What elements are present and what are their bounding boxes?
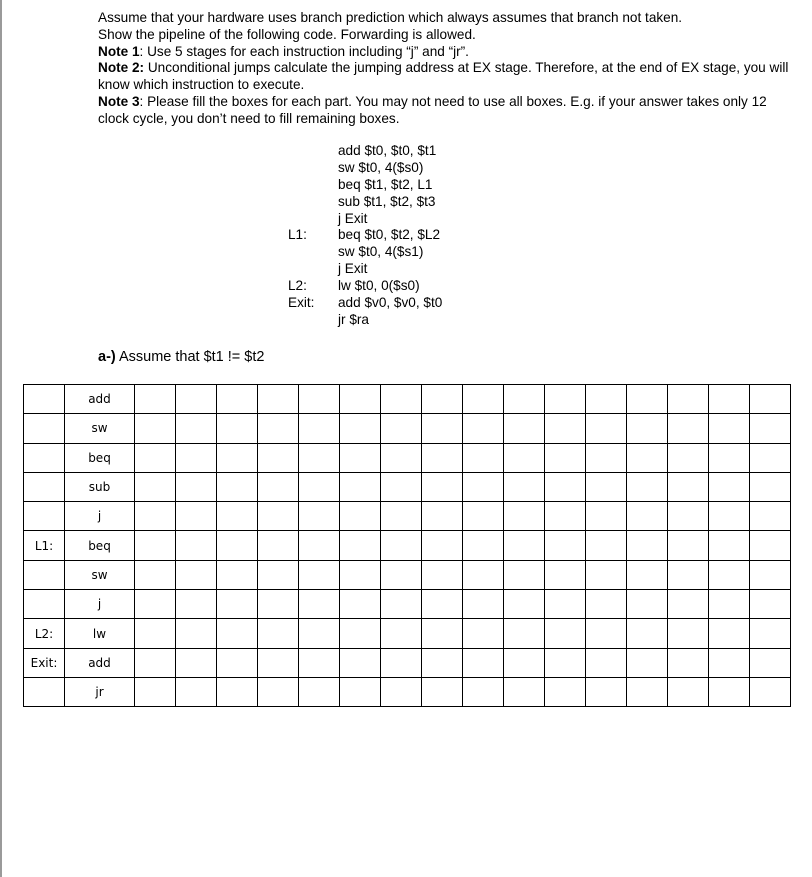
code-line — [288, 261, 442, 278]
cycle-cell[interactable] — [627, 414, 668, 443]
cycle-cell[interactable] — [627, 531, 668, 560]
cycle-cell[interactable] — [545, 502, 586, 531]
pipeline-table — [23, 384, 791, 707]
code-text: j Exit — [338, 261, 368, 277]
cycle-cell[interactable] — [750, 677, 791, 706]
cycle-cell[interactable] — [299, 531, 340, 560]
note-1 — [98, 44, 798, 61]
cycle-cell[interactable] — [340, 414, 381, 443]
cycle-cell[interactable] — [299, 385, 340, 414]
cycle-cell[interactable] — [586, 560, 627, 589]
instruction-line-2: Show the pipeline of the following code. Forwarding is allowed. — [98, 26, 476, 42]
cycle-cell[interactable] — [381, 385, 422, 414]
cycle-cell[interactable] — [545, 385, 586, 414]
cycle-cell[interactable] — [750, 531, 791, 560]
cycle-cell[interactable] — [258, 560, 299, 589]
cycle-cell[interactable] — [668, 531, 709, 560]
cycle-cell[interactable] — [381, 443, 422, 472]
cycle-cell[interactable] — [750, 472, 791, 501]
cycle-cell[interactable] — [668, 648, 709, 677]
cycle-cell[interactable] — [381, 502, 422, 531]
cycle-cell[interactable] — [299, 443, 340, 472]
cycle-cell[interactable] — [709, 472, 750, 501]
cycle-cell[interactable] — [217, 472, 258, 501]
part-a-text: Assume that $t1 != $t2 — [115, 349, 265, 365]
cycle-cell[interactable] — [545, 590, 586, 619]
cycle-cell[interactable] — [381, 590, 422, 619]
table-row — [24, 414, 791, 443]
cycle-cell[interactable] — [627, 648, 668, 677]
cycle-cell[interactable] — [135, 385, 176, 414]
table-row — [24, 472, 791, 501]
cycle-cell[interactable] — [422, 560, 463, 589]
note-2 — [98, 60, 798, 94]
code-text: sw $t0, 4($s0) — [338, 159, 424, 175]
cycle-cell[interactable] — [258, 619, 299, 648]
note-3-text: : Please fill the boxes for each part. You may not need to use all boxes. E.g. if your answer takes only 12 clock cycle, you don’t need to fill remaining boxes. — [98, 93, 767, 126]
cycle-cell[interactable] — [586, 472, 627, 501]
cycle-cell[interactable] — [709, 560, 750, 589]
cycle-cell[interactable] — [422, 385, 463, 414]
row-label-cell — [24, 443, 65, 472]
cycle-cell[interactable] — [627, 502, 668, 531]
code-text: beq $t0, $t2, $L2 — [338, 227, 441, 243]
cycle-cell[interactable] — [381, 560, 422, 589]
cycle-cell[interactable] — [217, 619, 258, 648]
code-line — [288, 143, 442, 160]
cycle-cell[interactable] — [176, 677, 217, 706]
table-row — [24, 502, 791, 531]
code-label: L2: — [288, 278, 307, 294]
cycle-cell[interactable] — [463, 590, 504, 619]
cycle-cell[interactable] — [340, 531, 381, 560]
cycle-cell[interactable] — [545, 472, 586, 501]
cycle-cell[interactable] — [668, 677, 709, 706]
cycle-cell[interactable] — [545, 677, 586, 706]
cycle-cell[interactable] — [627, 619, 668, 648]
cycle-cell[interactable] — [668, 443, 709, 472]
cycle-cell[interactable] — [668, 385, 709, 414]
cycle-cell[interactable] — [586, 619, 627, 648]
code-label: L1: — [288, 227, 307, 243]
cycle-cell[interactable] — [176, 590, 217, 619]
cycle-cell[interactable] — [709, 619, 750, 648]
row-label-cell: L2: — [24, 619, 65, 648]
cycle-cell[interactable] — [340, 590, 381, 619]
cycle-cell[interactable] — [381, 414, 422, 443]
cycle-cell[interactable] — [258, 648, 299, 677]
instruction-cell: sw — [65, 414, 135, 443]
cycle-cell[interactable] — [176, 531, 217, 560]
cycle-cell[interactable] — [668, 502, 709, 531]
cycle-cell[interactable] — [586, 677, 627, 706]
cycle-cell[interactable] — [586, 590, 627, 619]
cycle-cell[interactable] — [258, 472, 299, 501]
code-text: j Exit — [338, 210, 368, 226]
cycle-cell[interactable] — [463, 677, 504, 706]
cycle-cell[interactable] — [258, 590, 299, 619]
cycle-cell[interactable] — [750, 619, 791, 648]
cycle-cell[interactable] — [709, 531, 750, 560]
cycle-cell[interactable] — [340, 677, 381, 706]
cycle-cell[interactable] — [176, 648, 217, 677]
cycle-cell[interactable] — [258, 531, 299, 560]
instruction-cell: beq — [65, 443, 135, 472]
cycle-cell[interactable] — [709, 443, 750, 472]
code-line — [288, 227, 442, 244]
code-label: Exit: — [288, 295, 315, 311]
cycle-cell[interactable] — [135, 502, 176, 531]
instruction-cell: sub — [65, 472, 135, 501]
cycle-cell[interactable] — [422, 648, 463, 677]
cycle-cell[interactable] — [217, 414, 258, 443]
cycle-cell[interactable] — [750, 590, 791, 619]
cycle-cell[interactable] — [422, 590, 463, 619]
cycle-cell[interactable] — [381, 648, 422, 677]
table-row — [24, 590, 791, 619]
cycle-cell[interactable] — [422, 443, 463, 472]
cycle-cell[interactable] — [504, 677, 545, 706]
cycle-cell[interactable] — [463, 414, 504, 443]
cycle-cell[interactable] — [258, 502, 299, 531]
code-label — [288, 194, 338, 211]
cycle-cell[interactable] — [340, 560, 381, 589]
cycle-cell[interactable] — [463, 560, 504, 589]
cycle-cell[interactable] — [750, 502, 791, 531]
note-1-text: : Use 5 stages for each instruction including “j” and “jr”. — [139, 43, 469, 59]
table-row — [24, 443, 791, 472]
code-line — [288, 160, 442, 177]
code-line — [288, 244, 442, 261]
code-label — [288, 211, 338, 228]
table-row — [24, 560, 791, 589]
cycle-cell[interactable] — [463, 443, 504, 472]
code-label — [288, 244, 338, 261]
note-2-label: Note 2: — [98, 60, 145, 76]
cycle-cell[interactable] — [545, 560, 586, 589]
cycle-cell[interactable] — [340, 472, 381, 501]
cycle-cell[interactable] — [135, 414, 176, 443]
cycle-cell[interactable] — [135, 472, 176, 501]
cycle-cell[interactable] — [299, 648, 340, 677]
row-label-cell — [24, 385, 65, 414]
instructions-block — [98, 10, 798, 128]
cycle-cell[interactable] — [709, 385, 750, 414]
cycle-cell[interactable] — [422, 531, 463, 560]
cycle-cell[interactable] — [750, 560, 791, 589]
note-2-text: Unconditional jumps calculate the jumping address at EX stage. Therefore, at the end of EX stage, you will know which instruction to execute. — [98, 60, 789, 93]
cycle-cell[interactable] — [504, 414, 545, 443]
cycle-cell[interactable] — [750, 648, 791, 677]
cycle-cell[interactable] — [176, 443, 217, 472]
cycle-cell[interactable] — [176, 414, 217, 443]
row-label-cell — [24, 677, 65, 706]
cycle-cell[interactable] — [504, 590, 545, 619]
code-line — [288, 194, 442, 211]
cycle-cell[interactable] — [709, 414, 750, 443]
cycle-cell[interactable] — [750, 414, 791, 443]
instruction-cell: sw — [65, 560, 135, 589]
instruction-cell: j — [65, 502, 135, 531]
cycle-cell[interactable] — [586, 648, 627, 677]
cycle-cell[interactable] — [504, 560, 545, 589]
instruction-line-1: Assume that your hardware uses branch prediction which always assumes that branch not taken. — [98, 10, 683, 25]
cycle-cell[interactable] — [709, 677, 750, 706]
cycle-cell[interactable] — [709, 590, 750, 619]
cycle-cell[interactable] — [258, 385, 299, 414]
cycle-cell[interactable] — [217, 560, 258, 589]
cycle-cell[interactable] — [709, 502, 750, 531]
table-row — [24, 385, 791, 414]
cycle-cell[interactable] — [463, 648, 504, 677]
cycle-cell[interactable] — [422, 472, 463, 501]
code-text: lw $t0, 0($s0) — [338, 278, 420, 294]
cycle-cell[interactable] — [668, 414, 709, 443]
cycle-cell[interactable] — [422, 414, 463, 443]
cycle-cell[interactable] — [545, 414, 586, 443]
row-label-cell — [24, 502, 65, 531]
cycle-cell[interactable] — [217, 677, 258, 706]
cycle-cell[interactable] — [135, 531, 176, 560]
code-text: beq $t1, $t2, L1 — [338, 176, 433, 192]
part-a-prefix: a-) — [98, 349, 116, 365]
cycle-cell[interactable] — [750, 443, 791, 472]
cycle-cell[interactable] — [299, 677, 340, 706]
cycle-cell[interactable] — [668, 560, 709, 589]
code-text: add $v0, $v0, $t0 — [338, 295, 443, 311]
cycle-cell[interactable] — [504, 619, 545, 648]
code-label — [288, 261, 338, 278]
cycle-cell[interactable] — [668, 619, 709, 648]
code-line — [288, 177, 442, 194]
page-left-border — [0, 0, 2, 877]
code-line — [288, 312, 442, 329]
cycle-cell[interactable] — [504, 648, 545, 677]
cycle-cell[interactable] — [463, 472, 504, 501]
cycle-cell[interactable] — [627, 590, 668, 619]
cycle-cell[interactable] — [545, 531, 586, 560]
cycle-cell[interactable] — [627, 385, 668, 414]
cycle-cell[interactable] — [504, 472, 545, 501]
cycle-cell[interactable] — [299, 472, 340, 501]
instruction-cell: jr — [65, 677, 135, 706]
cycle-cell[interactable] — [299, 590, 340, 619]
cycle-cell[interactable] — [299, 560, 340, 589]
cycle-cell[interactable] — [217, 443, 258, 472]
cycle-cell[interactable] — [668, 472, 709, 501]
code-label — [288, 177, 338, 194]
instruction-cell: add — [65, 648, 135, 677]
cycle-cell[interactable] — [217, 590, 258, 619]
code-label — [288, 312, 338, 329]
cycle-cell[interactable] — [709, 648, 750, 677]
cycle-cell[interactable] — [627, 472, 668, 501]
instruction-cell: lw — [65, 619, 135, 648]
cycle-cell[interactable] — [586, 414, 627, 443]
code-text: sw $t0, 4($s1) — [338, 244, 424, 260]
table-row — [24, 677, 791, 706]
cycle-cell[interactable] — [299, 619, 340, 648]
cycle-cell[interactable] — [258, 443, 299, 472]
cycle-cell[interactable] — [340, 619, 381, 648]
cycle-cell[interactable] — [135, 619, 176, 648]
cycle-cell[interactable] — [217, 531, 258, 560]
table-row — [24, 531, 791, 560]
code-line — [288, 295, 442, 312]
table-row — [24, 648, 791, 677]
instruction-cell: add — [65, 385, 135, 414]
code-line — [288, 278, 442, 295]
cycle-cell[interactable] — [545, 648, 586, 677]
cycle-cell[interactable] — [627, 560, 668, 589]
cycle-cell[interactable] — [586, 443, 627, 472]
cycle-cell[interactable] — [422, 502, 463, 531]
note-3-label: Note 3 — [98, 93, 140, 109]
cycle-cell[interactable] — [504, 385, 545, 414]
code-line — [288, 211, 442, 228]
code-label — [288, 160, 338, 177]
cycle-cell[interactable] — [217, 648, 258, 677]
cycle-cell[interactable] — [504, 502, 545, 531]
cycle-cell[interactable] — [463, 531, 504, 560]
cycle-cell[interactable] — [463, 385, 504, 414]
cycle-cell[interactable] — [381, 677, 422, 706]
cycle-cell[interactable] — [381, 619, 422, 648]
cycle-cell[interactable] — [750, 385, 791, 414]
cycle-cell[interactable] — [627, 443, 668, 472]
cycle-cell[interactable] — [176, 472, 217, 501]
cycle-cell[interactable] — [299, 414, 340, 443]
row-label-cell — [24, 414, 65, 443]
cycle-cell[interactable] — [299, 502, 340, 531]
code-text: jr $ra — [338, 311, 369, 327]
cycle-cell[interactable] — [586, 385, 627, 414]
cycle-cell[interactable] — [258, 414, 299, 443]
code-text: sub $t1, $t2, $t3 — [338, 193, 436, 209]
cycle-cell[interactable] — [176, 619, 217, 648]
cycle-cell[interactable] — [176, 560, 217, 589]
cycle-cell[interactable] — [381, 531, 422, 560]
row-label-cell: L1: — [24, 531, 65, 560]
cycle-cell[interactable] — [340, 648, 381, 677]
instruction-cell: j — [65, 590, 135, 619]
code-listing — [288, 143, 442, 329]
cycle-cell[interactable] — [135, 560, 176, 589]
cycle-cell[interactable] — [258, 677, 299, 706]
cycle-cell[interactable] — [504, 531, 545, 560]
cycle-cell[interactable] — [545, 443, 586, 472]
cycle-cell[interactable] — [627, 677, 668, 706]
row-label-cell: Exit: — [24, 648, 65, 677]
note-1-label: Note 1 — [98, 43, 140, 59]
cycle-cell[interactable] — [545, 619, 586, 648]
cycle-cell[interactable] — [586, 502, 627, 531]
note-3 — [98, 94, 798, 128]
cycle-cell[interactable] — [381, 472, 422, 501]
code-text: add $t0, $t0, $t1 — [338, 143, 437, 158]
cycle-cell[interactable] — [340, 443, 381, 472]
cycle-cell[interactable] — [340, 502, 381, 531]
cycle-cell[interactable] — [340, 385, 381, 414]
cycle-cell[interactable] — [176, 502, 217, 531]
part-a-heading — [98, 349, 264, 365]
cycle-cell[interactable] — [217, 502, 258, 531]
table-row — [24, 619, 791, 648]
cycle-cell[interactable] — [176, 385, 217, 414]
cycle-cell[interactable] — [422, 619, 463, 648]
cycle-cell[interactable] — [135, 677, 176, 706]
cycle-cell[interactable] — [504, 443, 545, 472]
instruction-cell: beq — [65, 531, 135, 560]
cycle-cell[interactable] — [217, 385, 258, 414]
cycle-cell[interactable] — [463, 619, 504, 648]
row-label-cell — [24, 472, 65, 501]
cycle-cell[interactable] — [463, 502, 504, 531]
cycle-cell[interactable] — [422, 677, 463, 706]
row-label-cell — [24, 590, 65, 619]
cycle-cell[interactable] — [586, 531, 627, 560]
cycle-cell[interactable] — [668, 590, 709, 619]
cycle-cell[interactable] — [135, 443, 176, 472]
cycle-cell[interactable] — [135, 648, 176, 677]
cycle-cell[interactable] — [135, 590, 176, 619]
row-label-cell — [24, 560, 65, 589]
code-label — [288, 143, 338, 160]
